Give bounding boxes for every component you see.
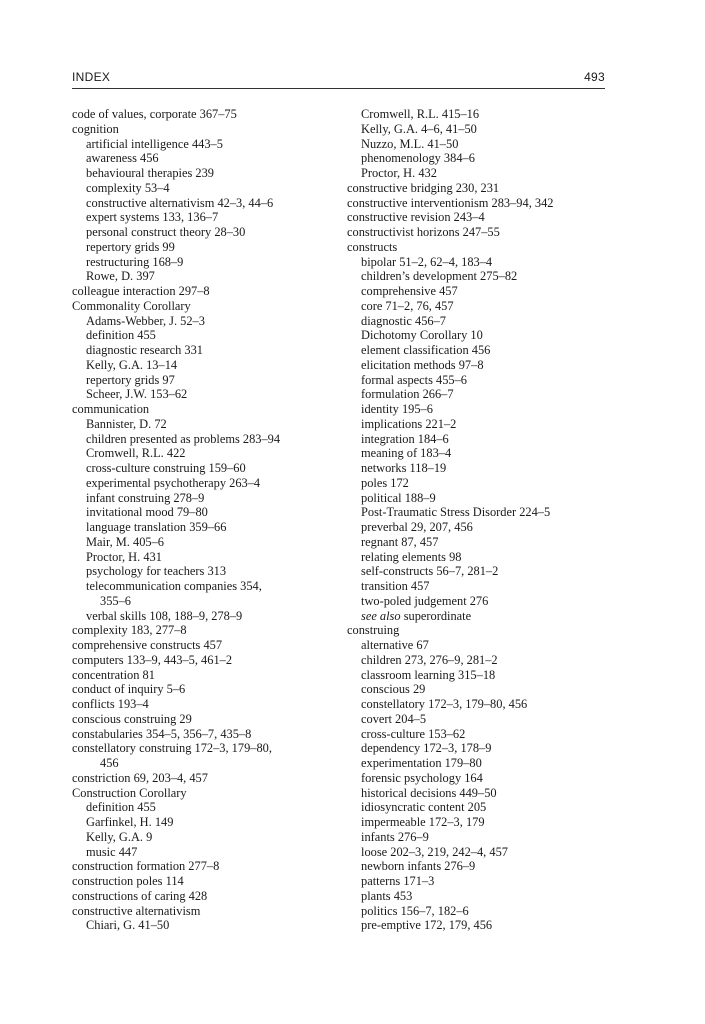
index-heading <box>72 874 334 889</box>
index-entry-text: elicitation methods 97–8 <box>361 357 484 372</box>
index-entry-text: element classification 456 <box>361 343 491 357</box>
index-heading <box>72 682 334 697</box>
index-subentry <box>347 830 609 845</box>
index-entry-text: communication <box>72 402 150 416</box>
index-entry-text: integration 184–6 <box>361 431 449 446</box>
see-also-label: see also <box>361 608 401 623</box>
index-entry-text: preverbal 29, 207, 456 <box>361 520 473 534</box>
index-subentry <box>347 550 609 565</box>
index-entry-text: Construction Corollary <box>72 785 187 800</box>
index-entry-text: formal aspects 455–6 <box>361 372 467 387</box>
index-subentry <box>347 682 609 697</box>
index-subentry <box>347 668 609 683</box>
index-heading <box>72 107 334 122</box>
index-subentry <box>347 417 609 432</box>
index-entry-text: conscious construing 29 <box>72 711 192 726</box>
index-entry-text: superordinate <box>403 608 472 623</box>
index-subentry <box>347 505 609 520</box>
index-subentry <box>347 137 609 152</box>
index-subentry <box>347 520 609 535</box>
index-entry-text: computers 133–9, 443–5, 461–2 <box>72 652 233 667</box>
index-entry-text: constructive revision 243–4 <box>347 210 485 225</box>
index-entry-text: cross-culture construing 159–60 <box>86 461 246 475</box>
index-entry-text: dependency 172–3, 178–9 <box>361 741 492 756</box>
index-subentry <box>347 712 609 727</box>
index-subentry <box>347 727 609 742</box>
index-entry-text: complexity 183, 277–8 <box>72 623 187 638</box>
index-entry-text: diagnostic research 331 <box>86 343 203 357</box>
index-entry-text: Kelly, G.A. 4–6, 41–50 <box>361 121 477 136</box>
index-subentry <box>347 609 609 624</box>
index-entry-text: colleague interaction 297–8 <box>72 284 210 298</box>
index-heading <box>72 697 334 712</box>
index-entry-text: behavioural therapies 239 <box>86 166 214 180</box>
index-entry-text: Cromwell, R.L. 415–16 <box>361 107 480 121</box>
index-entry-text: Bannister, D. 72 <box>86 416 167 431</box>
index-subentry <box>72 609 334 624</box>
index-entry-text: covert 204–5 <box>361 711 427 726</box>
index-entry-text: political 188–9 <box>361 490 436 505</box>
index-subentry <box>72 845 334 860</box>
index-subentry <box>347 166 609 181</box>
index-entry-text: verbal skills 108, 188–9, 278–9 <box>86 608 243 623</box>
index-entry-text: constellatory 172–3, 179–80, 456 <box>361 697 528 711</box>
index-subentry <box>347 845 609 860</box>
index-entry-text: constabularies 354–5, 356–7, 435–8 <box>72 726 252 741</box>
index-entry-text: experimental psychotherapy 263–4 <box>86 475 261 490</box>
index-subentry <box>72 181 334 196</box>
index-entry-text: implications 221–2 <box>361 416 457 431</box>
index-entry-text: construing <box>347 623 400 638</box>
index-heading <box>72 771 334 786</box>
index-entry-text: invitational mood 79–80 <box>86 505 208 520</box>
index-subentry <box>72 800 334 815</box>
index-heading <box>72 299 334 314</box>
index-entry-text: Kelly, G.A. 13–14 <box>86 357 178 372</box>
index-entry-text: phenomenology 384–6 <box>361 151 475 166</box>
index-entry-text: Mair, M. 405–6 <box>86 534 164 549</box>
index-entry-text: children’s development 275–82 <box>361 269 518 284</box>
index-entry-text: psychology for teachers 313 <box>86 564 227 579</box>
index-entry-text: transition 457 <box>361 579 430 593</box>
index-entry-text: infant construing 278–9 <box>86 490 205 505</box>
index-entry-text: Commonality Corollary <box>72 298 191 313</box>
index-entry-text: constructive alternativism <box>72 903 201 918</box>
index-entry-text: constriction 69, 203–4, 457 <box>72 770 208 785</box>
index-entry-text: definition 455 <box>86 800 156 815</box>
index-entry-text: expert systems 133, 136–7 <box>86 210 219 225</box>
index-subentry <box>347 741 609 756</box>
index-subentry <box>347 284 609 299</box>
index-subentry <box>72 520 334 535</box>
page-number: 493 <box>584 70 605 84</box>
index-subentry <box>347 476 609 491</box>
index-subentry <box>72 564 334 579</box>
index-subentry <box>72 476 334 491</box>
index-subentry <box>72 269 334 284</box>
index-subentry <box>72 417 334 432</box>
index-subentry <box>72 196 334 211</box>
index-entry-text: Dichotomy Corollary 10 <box>361 328 483 343</box>
index-entry-text: constructive interventionism 283–94, 342 <box>347 195 554 210</box>
index-subentry <box>72 918 334 933</box>
index-heading <box>72 284 334 299</box>
index-entry-text: construction poles 114 <box>72 874 184 888</box>
index-entry-text: relating elements 98 <box>361 549 462 564</box>
index-heading <box>72 668 334 683</box>
index-subentry <box>72 491 334 506</box>
index-entry-text: cross-culture 153–62 <box>361 726 466 741</box>
index-subentry <box>72 756 334 771</box>
index-entry-text: comprehensive constructs 457 <box>72 638 223 652</box>
index-entry-text: conscious 29 <box>361 682 426 697</box>
index-subentry <box>72 240 334 255</box>
index-entry-text: restructuring 168–9 <box>86 254 184 269</box>
index-entry-text: experimentation 179–80 <box>361 756 482 770</box>
index-heading <box>347 181 609 196</box>
index-entry-text: awareness 456 <box>86 151 159 166</box>
index-entry-text: repertory grids 97 <box>86 372 175 387</box>
index-entry-text: Proctor, H. 431 <box>86 549 162 564</box>
index-entry-text: meaning of 183–4 <box>361 446 452 461</box>
index-entry-text: loose 202–3, 219, 242–4, 457 <box>361 844 508 859</box>
index-entry-text: music 447 <box>86 844 138 859</box>
index-subentry <box>72 166 334 181</box>
index-entry-text: networks 118–19 <box>361 461 447 475</box>
index-subentry <box>347 859 609 874</box>
index-subentry <box>72 535 334 550</box>
index-subentry <box>347 328 609 343</box>
index-subentry <box>347 535 609 550</box>
index-subentry <box>72 579 334 594</box>
index-subentry <box>347 402 609 417</box>
index-entry-text: historical decisions 449–50 <box>361 785 497 800</box>
index-subentry <box>72 594 334 609</box>
index-subentry <box>347 122 609 137</box>
index-heading <box>347 196 609 211</box>
index-entry-text: cognition <box>72 121 119 136</box>
index-entry-text: construction formation 277–8 <box>72 859 220 874</box>
index-entry-text: comprehensive 457 <box>361 284 458 298</box>
index-entry-text: core 71–2, 76, 457 <box>361 298 454 313</box>
index-heading <box>72 889 334 904</box>
index-entry-text: conflicts 193–4 <box>72 697 149 711</box>
index-entry-text: Scheer, J.W. 153–62 <box>86 387 188 402</box>
index-subentry <box>347 358 609 373</box>
index-entry-text: Kelly, G.A. 9 <box>86 829 153 844</box>
index-heading <box>72 727 334 742</box>
index-heading <box>72 402 334 417</box>
index-column-left <box>72 107 334 933</box>
index-entry-text: politics 156–7, 182–6 <box>361 903 469 918</box>
index-subentry <box>347 904 609 919</box>
index-entry-text: Garfinkel, H. 149 <box>86 815 174 829</box>
index-subentry <box>347 756 609 771</box>
index-entry-text: Post-Traumatic Stress Disorder 224–5 <box>361 505 551 520</box>
index-entry-text: regnant 87, 457 <box>361 534 439 549</box>
index-entry-text: language translation 359–66 <box>86 520 227 534</box>
index-entry-text: infants 276–9 <box>361 829 429 844</box>
index-subentry <box>347 800 609 815</box>
index-subentry <box>347 343 609 358</box>
index-entry-text: constructive alternativism 42–3, 44–6 <box>86 195 274 210</box>
index-subentry <box>347 579 609 594</box>
index-subentry <box>347 786 609 801</box>
index-entry-text: constructs <box>347 239 398 254</box>
index-entry-text: two-poled judgement 276 <box>361 593 489 608</box>
index-subentry <box>72 446 334 461</box>
index-subentry <box>347 491 609 506</box>
index-subentry <box>347 151 609 166</box>
index-subentry <box>347 697 609 712</box>
index-entry-text: diagnostic 456–7 <box>361 313 447 328</box>
index-heading <box>72 638 334 653</box>
index-subentry <box>347 815 609 830</box>
index-subentry <box>347 461 609 476</box>
index-heading <box>347 623 609 638</box>
index-column-right <box>347 107 609 933</box>
index-entry-text: poles 172 <box>361 475 409 490</box>
index-subentry <box>72 314 334 329</box>
index-subentry <box>72 343 334 358</box>
index-entry-text: children 273, 276–9, 281–2 <box>361 652 498 667</box>
index-entry-text: conduct of inquiry 5–6 <box>72 682 186 697</box>
index-entry-text: children presented as problems 283–94 <box>86 431 281 446</box>
index-heading <box>347 240 609 255</box>
index-subentry <box>347 564 609 579</box>
index-entry-text: patterns 171–3 <box>361 874 435 888</box>
index-subentry <box>347 107 609 122</box>
index-subentry <box>347 373 609 388</box>
running-header <box>72 68 605 89</box>
index-entry-text: concentration 81 <box>72 667 155 682</box>
index-subentry <box>347 432 609 447</box>
index-entry-text: repertory grids 99 <box>86 239 175 254</box>
index-subentry <box>72 373 334 388</box>
index-entry-text: constructivist horizons 247–55 <box>347 225 500 239</box>
index-entry-text: 355–6 <box>100 593 131 608</box>
index-subentry <box>72 432 334 447</box>
index-entry-text: plants 453 <box>361 888 413 903</box>
index-subentry <box>72 358 334 373</box>
index-entry-text: impermeable 172–3, 179 <box>361 815 485 829</box>
index-entry-text: newborn infants 276–9 <box>361 859 476 874</box>
index-heading <box>347 210 609 225</box>
index-subentry <box>72 225 334 240</box>
index-entry-text: Chiari, G. 41–50 <box>86 918 170 933</box>
index-subentry <box>347 255 609 270</box>
index-entry-text: artificial intelligence 443–5 <box>86 136 223 151</box>
index-entry-text: Cromwell, R.L. 422 <box>86 446 186 461</box>
index-entry-text: bipolar 51–2, 62–4, 183–4 <box>361 254 493 269</box>
index-subentry <box>347 387 609 402</box>
index-entry-text: constructions of caring 428 <box>72 888 208 903</box>
index-heading <box>72 623 334 638</box>
index-entry-text: pre-emptive 172, 179, 456 <box>361 918 493 933</box>
index-subentry <box>72 815 334 830</box>
index-entry-text: formulation 266–7 <box>361 387 454 402</box>
index-subentry <box>347 299 609 314</box>
index-subentry <box>347 269 609 284</box>
index-heading <box>72 904 334 919</box>
index-heading <box>72 712 334 727</box>
index-subentry <box>72 830 334 845</box>
index-entry-text: code of values, corporate 367–75 <box>72 107 237 121</box>
index-entry-text: Proctor, H. 432 <box>361 166 437 180</box>
index-entry-text: identity 195–6 <box>361 402 433 416</box>
index-subentry <box>347 638 609 653</box>
index-entry-text: definition 455 <box>86 328 156 343</box>
index-heading <box>72 786 334 801</box>
index-subentry <box>72 461 334 476</box>
index-entry-text: self-constructs 56–7, 281–2 <box>361 564 499 579</box>
index-subentry <box>347 594 609 609</box>
index-subentry <box>72 210 334 225</box>
index-subentry <box>72 151 334 166</box>
index-entry-text: complexity 53–4 <box>86 180 170 195</box>
index-subentry <box>72 328 334 343</box>
index-heading <box>72 653 334 668</box>
index-entry-text: idiosyncratic content 205 <box>361 800 487 815</box>
index-entry-text: personal construct theory 28–30 <box>86 225 246 239</box>
index-heading <box>347 225 609 240</box>
index-subentry <box>72 255 334 270</box>
index-subentry <box>347 446 609 461</box>
index-subentry <box>347 874 609 889</box>
index-subentry <box>347 314 609 329</box>
index-subentry <box>347 889 609 904</box>
index-subentry <box>347 771 609 786</box>
index-entry-text: Rowe, D. 397 <box>86 269 155 284</box>
index-entry-text: constructive bridging 230, 231 <box>347 180 500 195</box>
index-entry-text: telecommunication companies 354, <box>86 579 262 593</box>
index-entry-text: constellatory construing 172–3, 179–80, <box>72 741 272 756</box>
index-subentry <box>72 137 334 152</box>
index-subentry <box>347 918 609 933</box>
index-heading <box>72 859 334 874</box>
index-subentry <box>347 653 609 668</box>
index-heading <box>72 122 334 137</box>
index-subentry <box>72 505 334 520</box>
index-subentry <box>72 550 334 565</box>
index-entry-text: Adams-Webber, J. 52–3 <box>86 313 205 328</box>
index-entry-text: alternative 67 <box>361 638 429 652</box>
index-entry-text: Nuzzo, M.L. 41–50 <box>361 136 459 151</box>
index-heading <box>72 741 334 756</box>
index-entry-text: forensic psychology 164 <box>361 770 483 785</box>
header-title: INDEX <box>72 70 111 84</box>
index-subentry <box>72 387 334 402</box>
index-entry-text: 456 <box>100 756 119 770</box>
index-entry-text: classroom learning 315–18 <box>361 667 496 682</box>
